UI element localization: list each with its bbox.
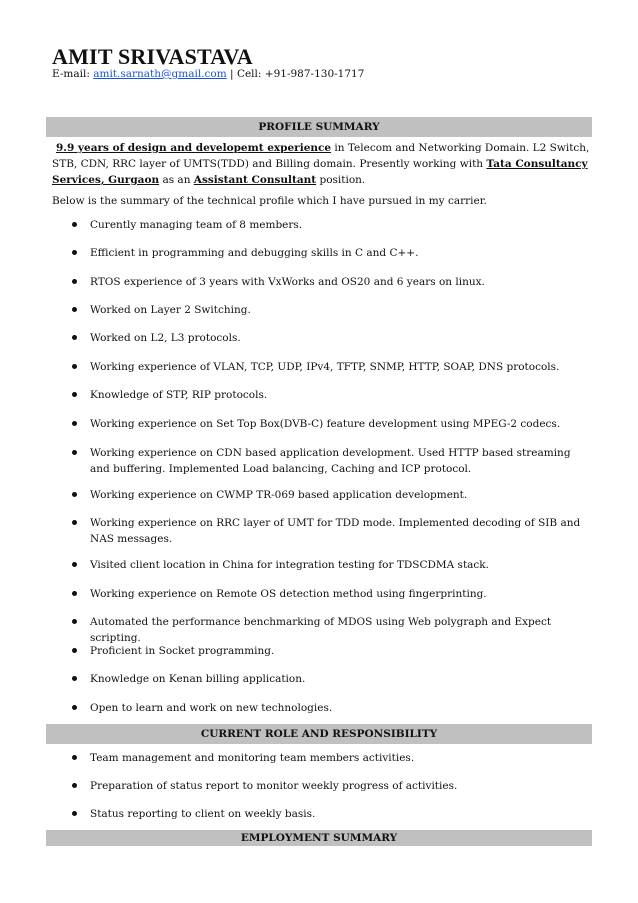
profile-intro (52, 140, 592, 188)
current-role-heading: CURRENT ROLE AND RESPONSIBILITY (46, 724, 592, 744)
bullet-icon (72, 648, 77, 653)
bullet-icon (72, 591, 77, 596)
bullet-icon (72, 783, 77, 788)
bullet-icon (72, 755, 77, 760)
list-item-text: Efficient in programming and debugging skills in C and C++. (90, 247, 419, 259)
bullet-icon (72, 520, 77, 525)
list-item-text: Working experience of VLAN, TCP, UDP, IPv4, TFTP, SNMP, HTTP, SOAP, DNS protocols. (90, 361, 560, 373)
intro-text-1: in Telecom and Networking Domain. L2 Switch, STB, CDN, RRC layer of UMTS(TDD) and Billing domain. Presently working with (52, 142, 590, 170)
bullet-icon (72, 811, 77, 816)
list-item-text: Automated the performance benchmarking of MDOS using Web polygraph and Expect scripting. (90, 616, 552, 644)
list-item-text: Working experience on CDN based application development. Used HTTP based streaming and buffering. Implemented Load balancing, Caching and ICP protocol. (90, 447, 571, 475)
experience-highlight: 9.9 years of design and developemt experience (56, 142, 332, 154)
bullet-icon (72, 364, 77, 369)
company-name: Tata Consultancy Services, Gurgaon (52, 158, 588, 186)
bullet-icon (72, 450, 77, 455)
profile-summary-heading: PROFILE SUMMARY (46, 117, 592, 137)
cell-number: +91-987-130-1717 (264, 68, 365, 80)
bullet-icon (72, 676, 77, 681)
list-item-text: Working experience on Remote OS detection method using fingerprinting. (90, 588, 487, 600)
list-item-text: Working experience on Set Top Box(DVB-C) feature development using MPEG-2 codecs. (90, 418, 561, 430)
list-item-text: Open to learn and work on new technologies. (90, 702, 333, 714)
bullet-icon (72, 392, 77, 397)
bullet-icon (72, 492, 77, 497)
candidate-name: AMIT SRIVASTAVA (52, 44, 253, 69)
list-item-text: Curently managing team of 8 members. (90, 219, 303, 231)
intro-text-2: as an (159, 174, 194, 186)
list-item-text: Working experience on RRC layer of UMT for TDD mode. Implemented decoding of SIB and NAS messages. (90, 517, 581, 545)
list-item-text: RTOS experience of 3 years with VxWorks and OS20 and 6 years on linux. (90, 276, 485, 288)
cell-label: Cell: (236, 68, 262, 80)
list-item-text: Knowledge on Kenan billing application. (90, 673, 306, 685)
email-label: E-mail: (52, 68, 90, 80)
contact-line (52, 68, 364, 80)
bullet-icon (72, 705, 77, 710)
bullet-icon (72, 562, 77, 567)
list-item-text: Visited client location in China for integration testing for TDSCDMA stack. (90, 559, 490, 571)
bullet-icon (72, 421, 77, 426)
list-item-text: Knowledge of STP, RIP protocols. (90, 389, 268, 401)
bullet-icon (72, 250, 77, 255)
list-item-text: Status reporting to client on weekly basis. (90, 808, 316, 820)
email-link[interactable]: amit.sarnath@gmail.com (93, 68, 227, 80)
bullet-icon (72, 335, 77, 340)
list-item-text: Team management and monitoring team members activities. (90, 752, 415, 764)
summary-line: Below is the summary of the technical profile which I have pursued in my carrier. (52, 195, 487, 207)
list-item-text: Working experience on CWMP TR-069 based application development. (90, 489, 468, 501)
bullet-icon (72, 307, 77, 312)
list-item-text: Worked on Layer 2 Switching. (90, 304, 251, 316)
list-item-text: Preparation of status report to monitor weekly progress of activities. (90, 780, 458, 792)
bullet-icon (72, 222, 77, 227)
contact-separator: | (230, 68, 234, 80)
list-item-text: Worked on L2, L3 protocols. (90, 332, 241, 344)
bullet-icon (72, 279, 77, 284)
role-name: Assistant Consultant (193, 174, 317, 186)
employment-summary-heading: EMPLOYMENT SUMMARY (46, 830, 592, 846)
intro-text-3: position. (316, 174, 366, 186)
list-item-text: Proficient in Socket programming. (90, 645, 275, 657)
bullet-icon (72, 619, 77, 624)
